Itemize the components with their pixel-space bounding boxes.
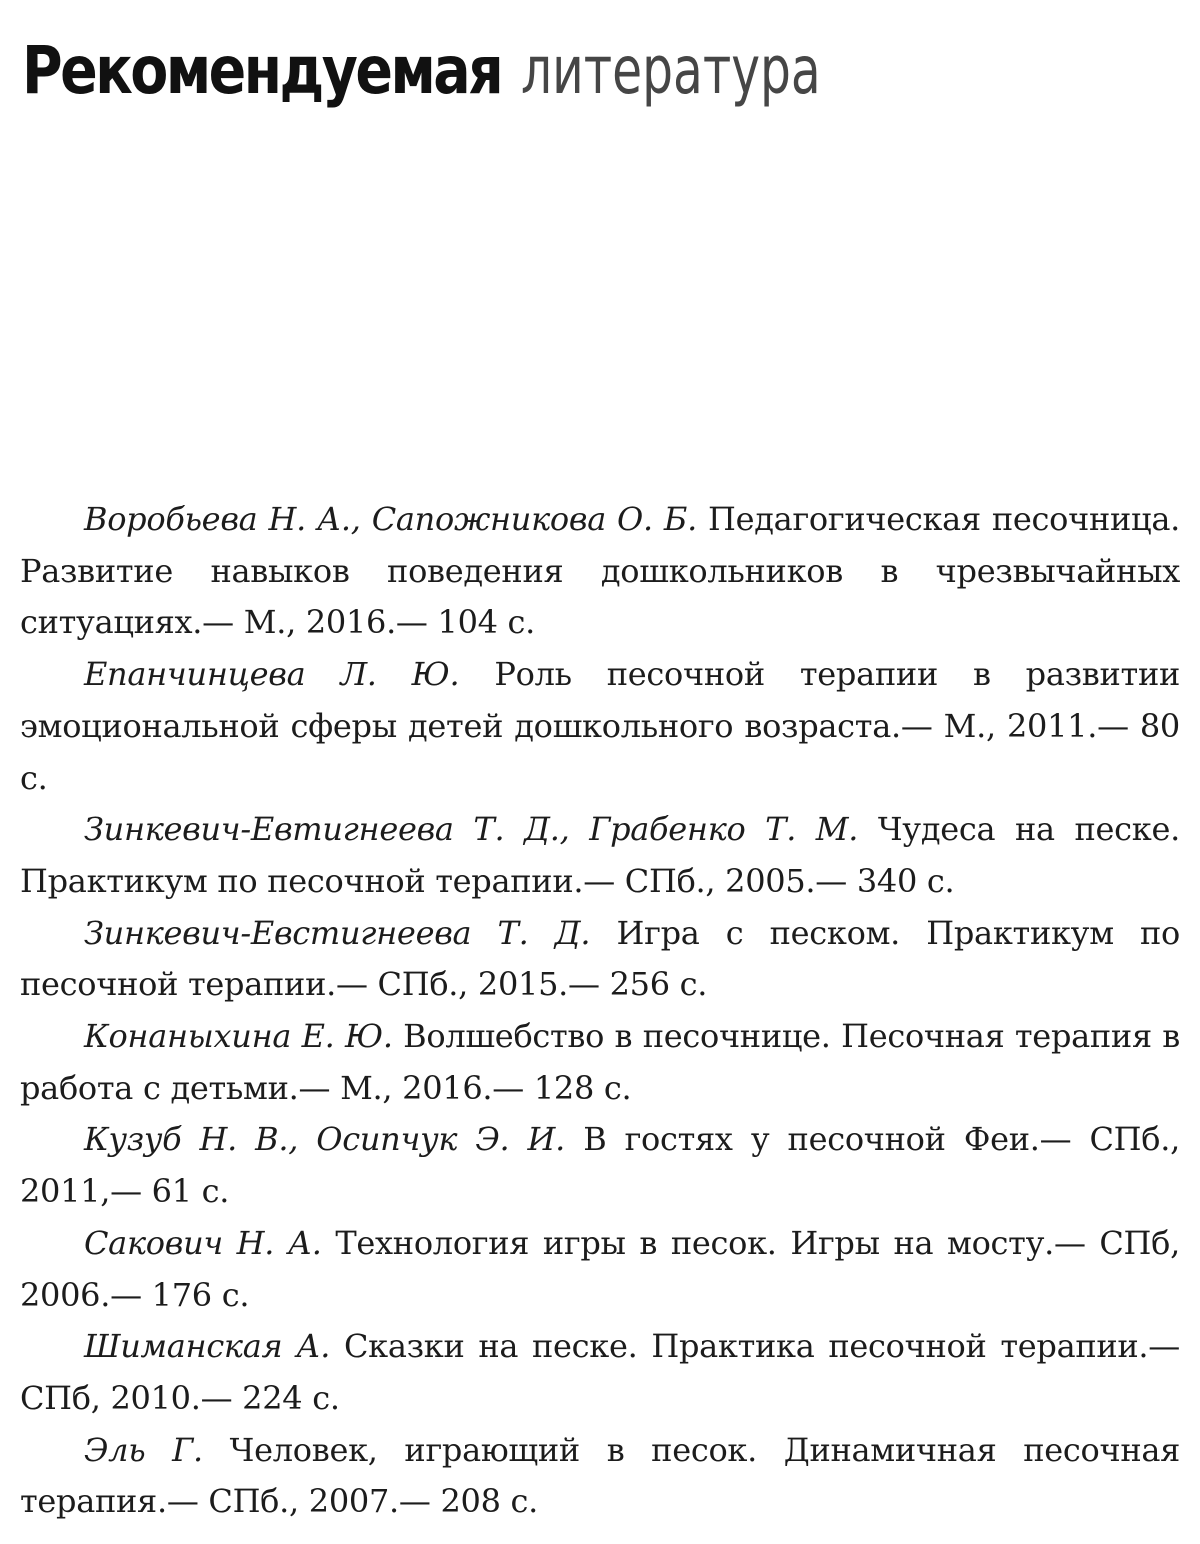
reference-text: Волшебство в песочнице. Песочная терапия в работа с детьми.— М., 2016.— 128 с. — [20, 1017, 1180, 1107]
reference-authors: Эль Г. — [84, 1430, 203, 1469]
reference-item — [20, 1321, 1180, 1424]
reference-authors: Кузуб Н. В., Осипчук Э. И. — [84, 1120, 566, 1159]
reference-text: Человек, играющий в песок. Динамичная песочная терапия.— СПб., 2007.— 208 с. — [20, 1430, 1181, 1521]
reference-text: Сказки на песке. Практика песочной терапии.— СПб, 2010.— 224 с. — [20, 1327, 1181, 1417]
reference-item — [20, 804, 1180, 907]
reference-authors: Конаныхина Е. Ю. — [84, 1017, 393, 1056]
reference-authors: Воробьева Н. А., Сапожникова О. Б. — [84, 500, 697, 538]
page-title — [22, 32, 886, 109]
reference-text: Педагогическая песочница. Развитие навыков поведения дошкольников в чрезвычайных ситуациях.— М., 2016.— 104 с. — [20, 500, 1180, 642]
reference-text: Технология игры в песок. Игры на мосту.— СПб, 2006.— 176 с. — [20, 1223, 1180, 1314]
reference-text: Роль песочной терапии в развитии эмоциональной сферы детей дошкольного возраста.— М., 2011.— 80 с. — [20, 655, 1181, 797]
page-title-light: литература — [520, 32, 821, 109]
reference-item — [20, 1114, 1180, 1217]
reference-item — [20, 1218, 1180, 1321]
reference-authors: Шиманская А. — [84, 1327, 331, 1366]
reference-item — [20, 494, 1180, 649]
reference-text: Чудеса на песке. Практикум по песочной терапии.— СПб., 2005.— 340 с. — [20, 810, 1181, 900]
reference-authors: Епанчинцева Л. Ю. — [84, 655, 460, 694]
reference-text: Игра с песком. Практикум по песочной терапии.— СПб., 2015.— 256 с. — [20, 913, 1181, 1004]
reference-item — [20, 908, 1180, 1011]
reference-text: В гостях у песочной Феи.— СПб., 2011,— 61 с. — [20, 1120, 1180, 1211]
page-title-bold: Рекомендуемая — [22, 32, 502, 109]
reference-item — [20, 1425, 1180, 1528]
reference-authors: Сакович Н. А. — [84, 1223, 322, 1262]
reference-item — [20, 1011, 1180, 1114]
reference-authors: Зинкевич-Евтигнеева Т. Д., Грабенко Т. М. — [84, 810, 859, 849]
reference-item — [20, 649, 1180, 804]
reference-authors: Зинкевич-Евстигнеева Т. Д. — [84, 913, 591, 952]
reference-list — [20, 494, 1180, 1528]
